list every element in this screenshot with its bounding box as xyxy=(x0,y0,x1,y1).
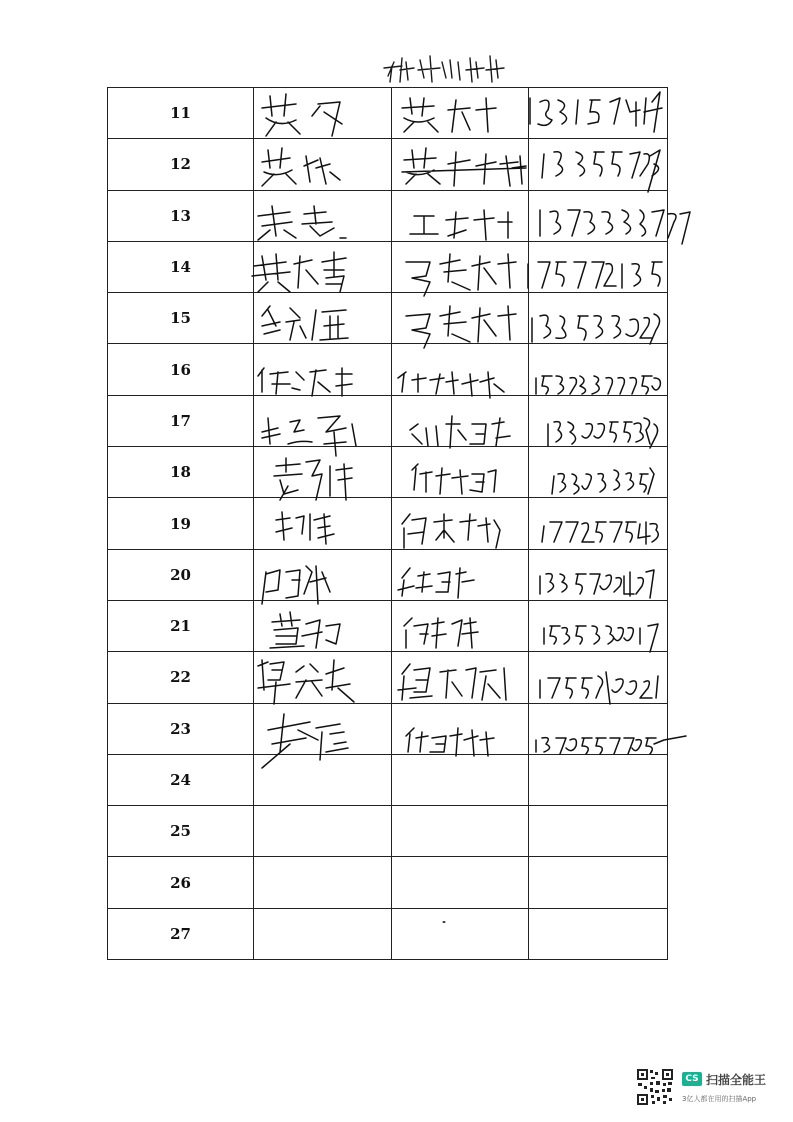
table-row xyxy=(108,600,668,651)
village-cell xyxy=(392,857,529,908)
village-cell xyxy=(392,806,529,857)
phone-cell xyxy=(529,447,668,498)
name-cell xyxy=(254,139,392,190)
phone-cell xyxy=(529,241,668,292)
table-row xyxy=(108,652,668,703)
phone-cell xyxy=(529,857,668,908)
phone-cell xyxy=(529,293,668,344)
table-row xyxy=(108,139,668,190)
table-row xyxy=(108,908,668,959)
village-cell xyxy=(392,293,529,344)
row-number: 13 xyxy=(108,190,254,241)
village-cell xyxy=(392,498,529,549)
table-row xyxy=(108,293,668,344)
table-row xyxy=(108,498,668,549)
village-cell xyxy=(392,600,529,651)
row-number: 20 xyxy=(108,549,254,600)
phone-cell xyxy=(529,600,668,651)
village-cell xyxy=(392,88,529,139)
village-cell xyxy=(392,395,529,446)
phone-cell xyxy=(529,139,668,190)
camscanner-logo-icon: CS xyxy=(682,1072,702,1086)
village-cell xyxy=(392,549,529,600)
row-number: 22 xyxy=(108,652,254,703)
qr-code-icon xyxy=(636,1068,674,1106)
row-number: 19 xyxy=(108,498,254,549)
row-number: 24 xyxy=(108,754,254,805)
village-cell xyxy=(392,703,529,754)
handwritten-village-header xyxy=(380,48,530,88)
name-cell xyxy=(254,549,392,600)
scanner-watermark xyxy=(636,1068,786,1112)
row-number: 26 xyxy=(108,857,254,908)
phone-cell xyxy=(529,498,668,549)
name-cell xyxy=(254,241,392,292)
phone-cell xyxy=(529,754,668,805)
phone-cell xyxy=(529,549,668,600)
phone-cell xyxy=(529,908,668,959)
table-row xyxy=(108,549,668,600)
table-row xyxy=(108,88,668,139)
scanner-brand-name: 扫描全能王 xyxy=(706,1073,767,1087)
row-number: 21 xyxy=(108,600,254,651)
row-number: 14 xyxy=(108,241,254,292)
scanner-tagline: 3亿人都在用的扫描App xyxy=(682,1095,757,1103)
village-cell xyxy=(392,190,529,241)
village-cell xyxy=(392,908,529,959)
table-row xyxy=(108,447,668,498)
phone-cell xyxy=(529,652,668,703)
name-cell xyxy=(254,293,392,344)
village-cell xyxy=(392,652,529,703)
name-cell xyxy=(254,190,392,241)
phone-cell xyxy=(529,395,668,446)
signin-table xyxy=(107,87,668,960)
table-row xyxy=(108,857,668,908)
name-cell xyxy=(254,857,392,908)
table-row xyxy=(108,806,668,857)
phone-cell xyxy=(529,703,668,754)
table-row xyxy=(108,344,668,395)
name-cell xyxy=(254,703,392,754)
village-cell xyxy=(392,447,529,498)
name-cell xyxy=(254,88,392,139)
row-number: 12 xyxy=(108,139,254,190)
table-row xyxy=(108,754,668,805)
row-number: 11 xyxy=(108,88,254,139)
row-number: 18 xyxy=(108,447,254,498)
phone-cell xyxy=(529,344,668,395)
table-row xyxy=(108,395,668,446)
name-cell xyxy=(254,600,392,651)
village-cell xyxy=(392,344,529,395)
name-cell xyxy=(254,652,392,703)
table-row xyxy=(108,190,668,241)
table-row xyxy=(108,703,668,754)
table-row xyxy=(108,241,668,292)
name-cell xyxy=(254,395,392,446)
village-cell xyxy=(392,754,529,805)
row-number: 27 xyxy=(108,908,254,959)
name-cell xyxy=(254,754,392,805)
name-cell xyxy=(254,344,392,395)
name-cell xyxy=(254,908,392,959)
phone-cell xyxy=(529,190,668,241)
row-number: 16 xyxy=(108,344,254,395)
row-number: 15 xyxy=(108,293,254,344)
name-cell xyxy=(254,447,392,498)
row-number: 25 xyxy=(108,806,254,857)
village-cell xyxy=(392,139,529,190)
name-cell xyxy=(254,498,392,549)
name-cell xyxy=(254,806,392,857)
phone-cell xyxy=(529,806,668,857)
phone-cell xyxy=(529,88,668,139)
village-cell xyxy=(392,241,529,292)
row-number: 17 xyxy=(108,395,254,446)
row-number: 23 xyxy=(108,703,254,754)
